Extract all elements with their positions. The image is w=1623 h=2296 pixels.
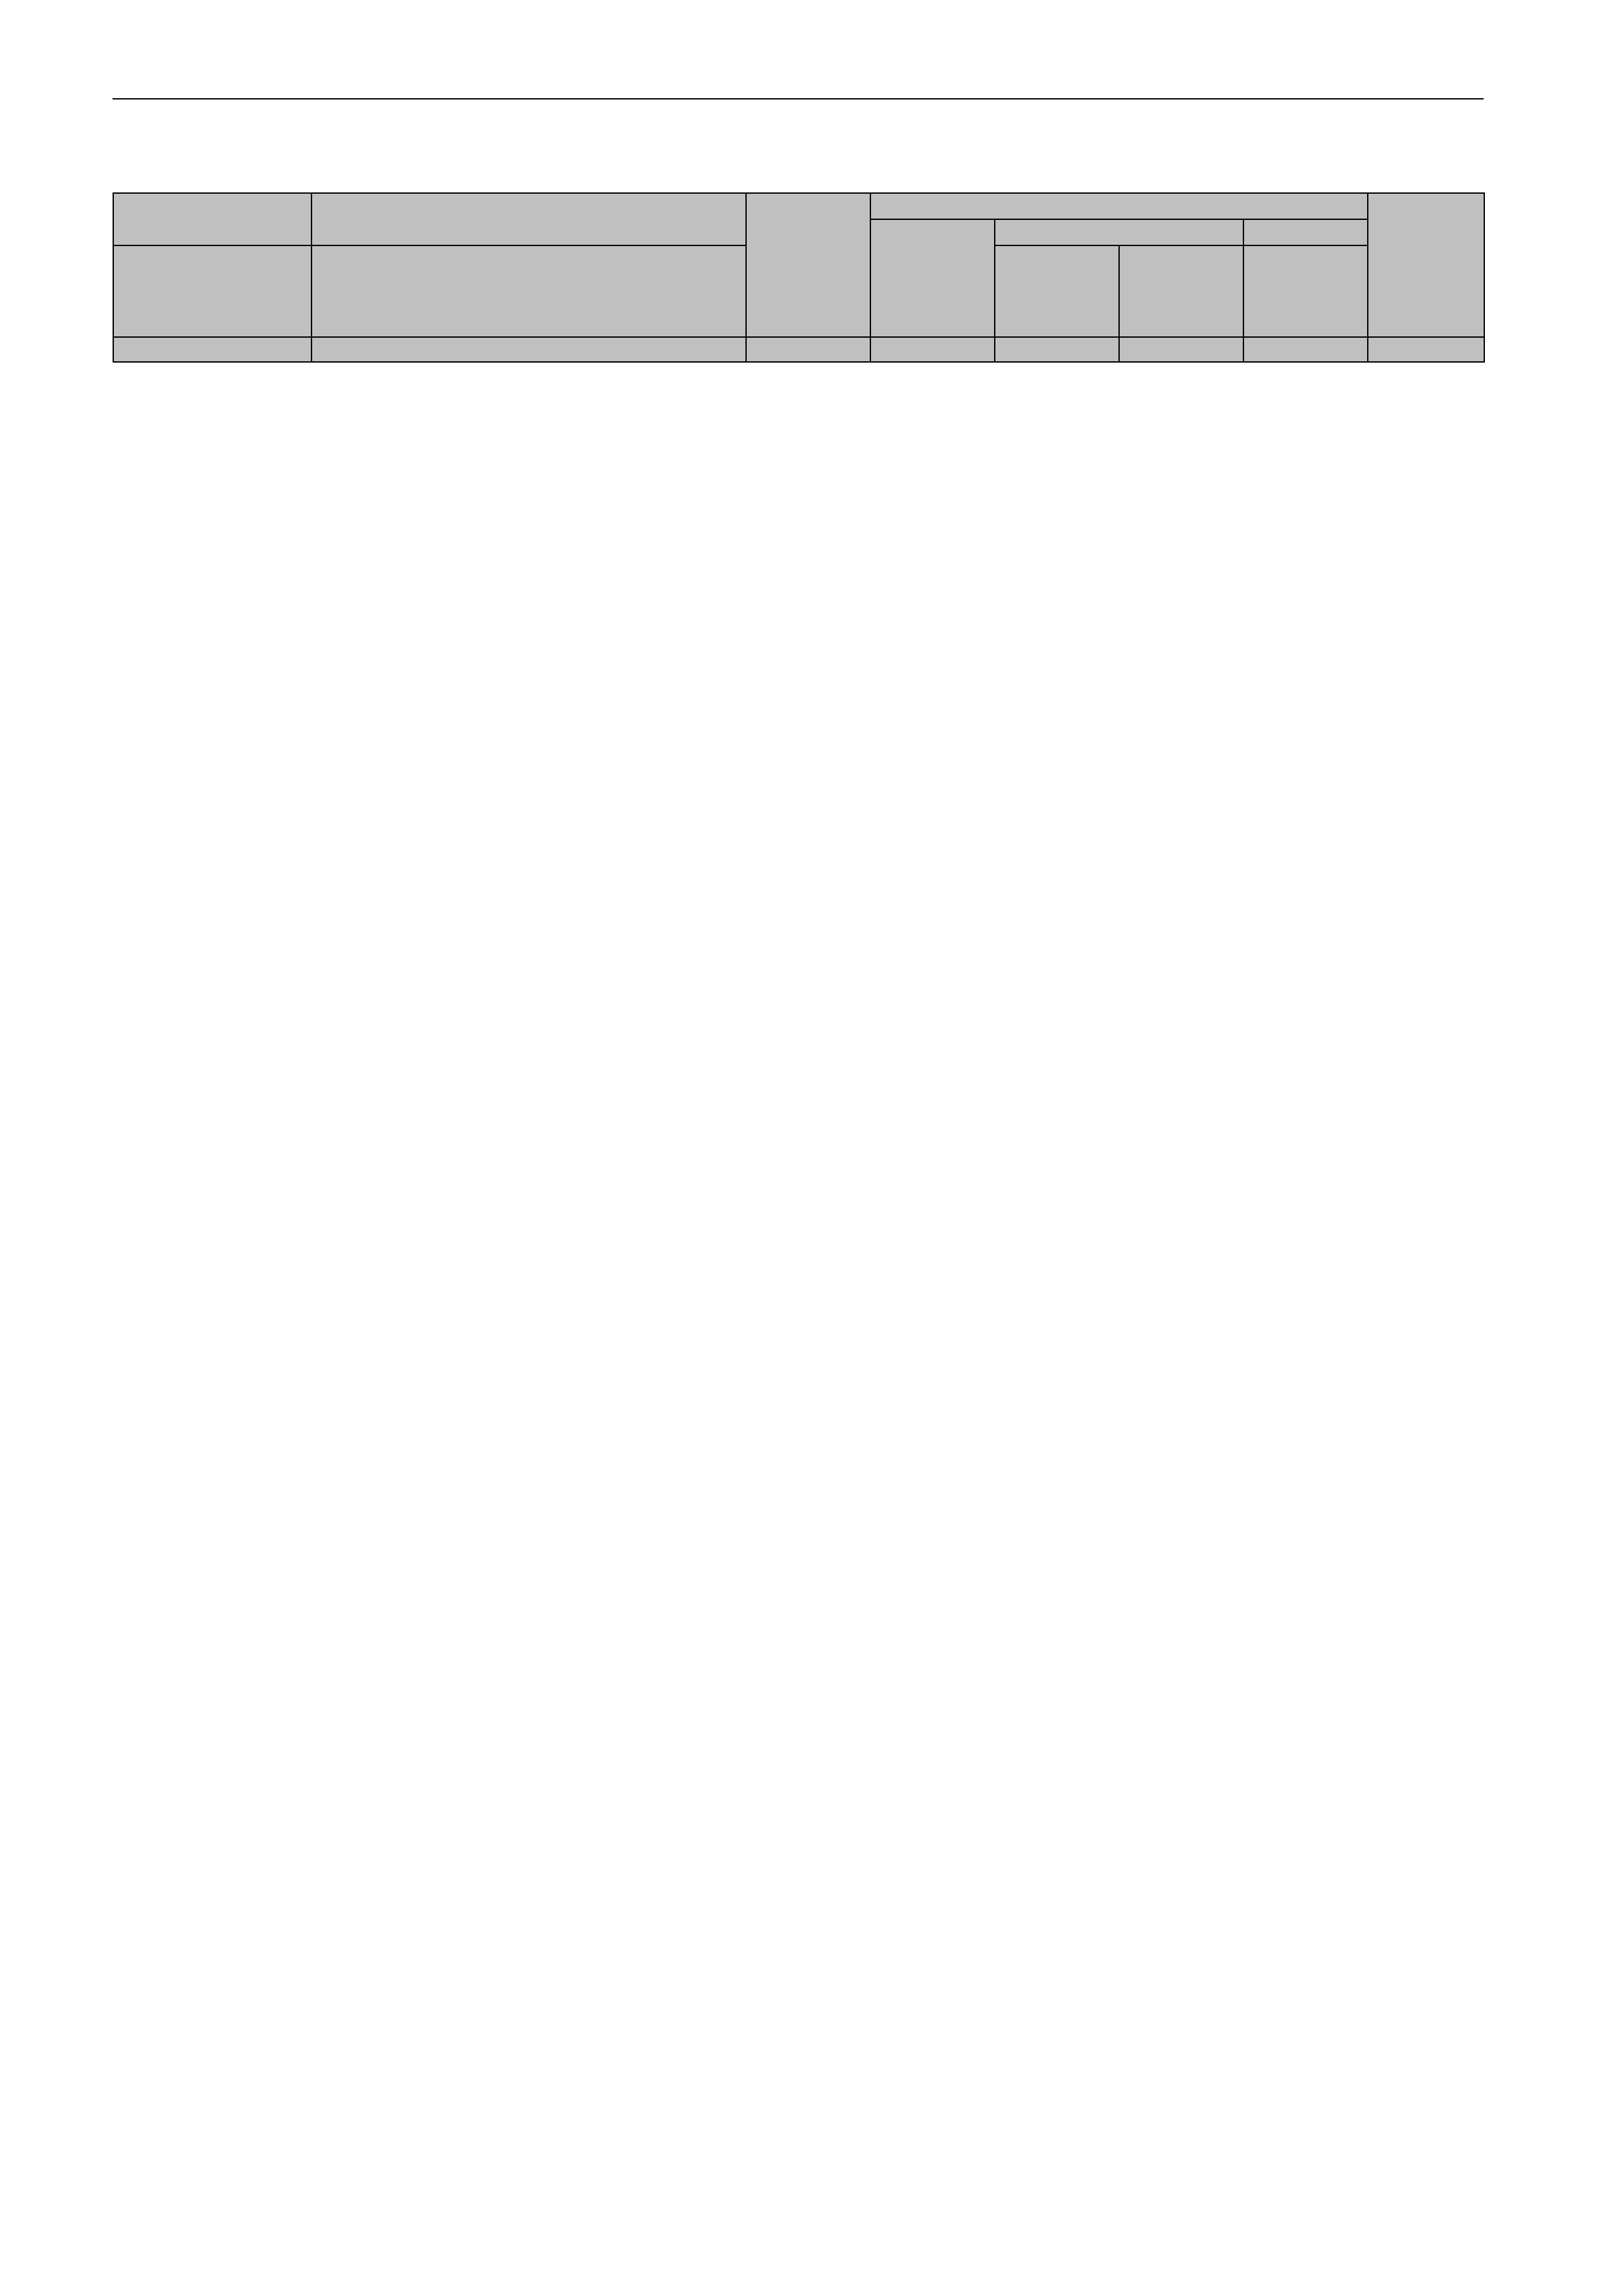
column-number <box>995 337 1119 362</box>
column-number <box>113 337 312 362</box>
rates-table <box>113 192 1485 363</box>
column-numbers-row <box>113 337 1484 362</box>
header-resource-codes <box>113 245 312 337</box>
column-number <box>1243 337 1368 362</box>
header-machine-total <box>995 245 1119 337</box>
column-number <box>1368 337 1484 362</box>
header-worker-pay <box>870 219 995 337</box>
column-number <box>746 337 870 362</box>
header-including <box>870 193 1368 219</box>
header-materials <box>1243 219 1368 245</box>
header-machine-ops <box>995 219 1243 245</box>
header-labor-costs <box>1368 193 1484 337</box>
column-number <box>870 337 995 362</box>
header-unaccounted-materials <box>312 245 746 337</box>
column-number <box>312 337 746 362</box>
header-work-name <box>312 193 746 245</box>
header-material-use <box>1243 245 1368 337</box>
column-number <box>1119 337 1243 362</box>
table-header <box>113 193 1484 362</box>
header-machinist-pay <box>1119 245 1243 337</box>
header-rate-numbers <box>113 193 312 245</box>
document-header <box>113 96 1484 99</box>
header-direct-costs <box>746 193 870 337</box>
